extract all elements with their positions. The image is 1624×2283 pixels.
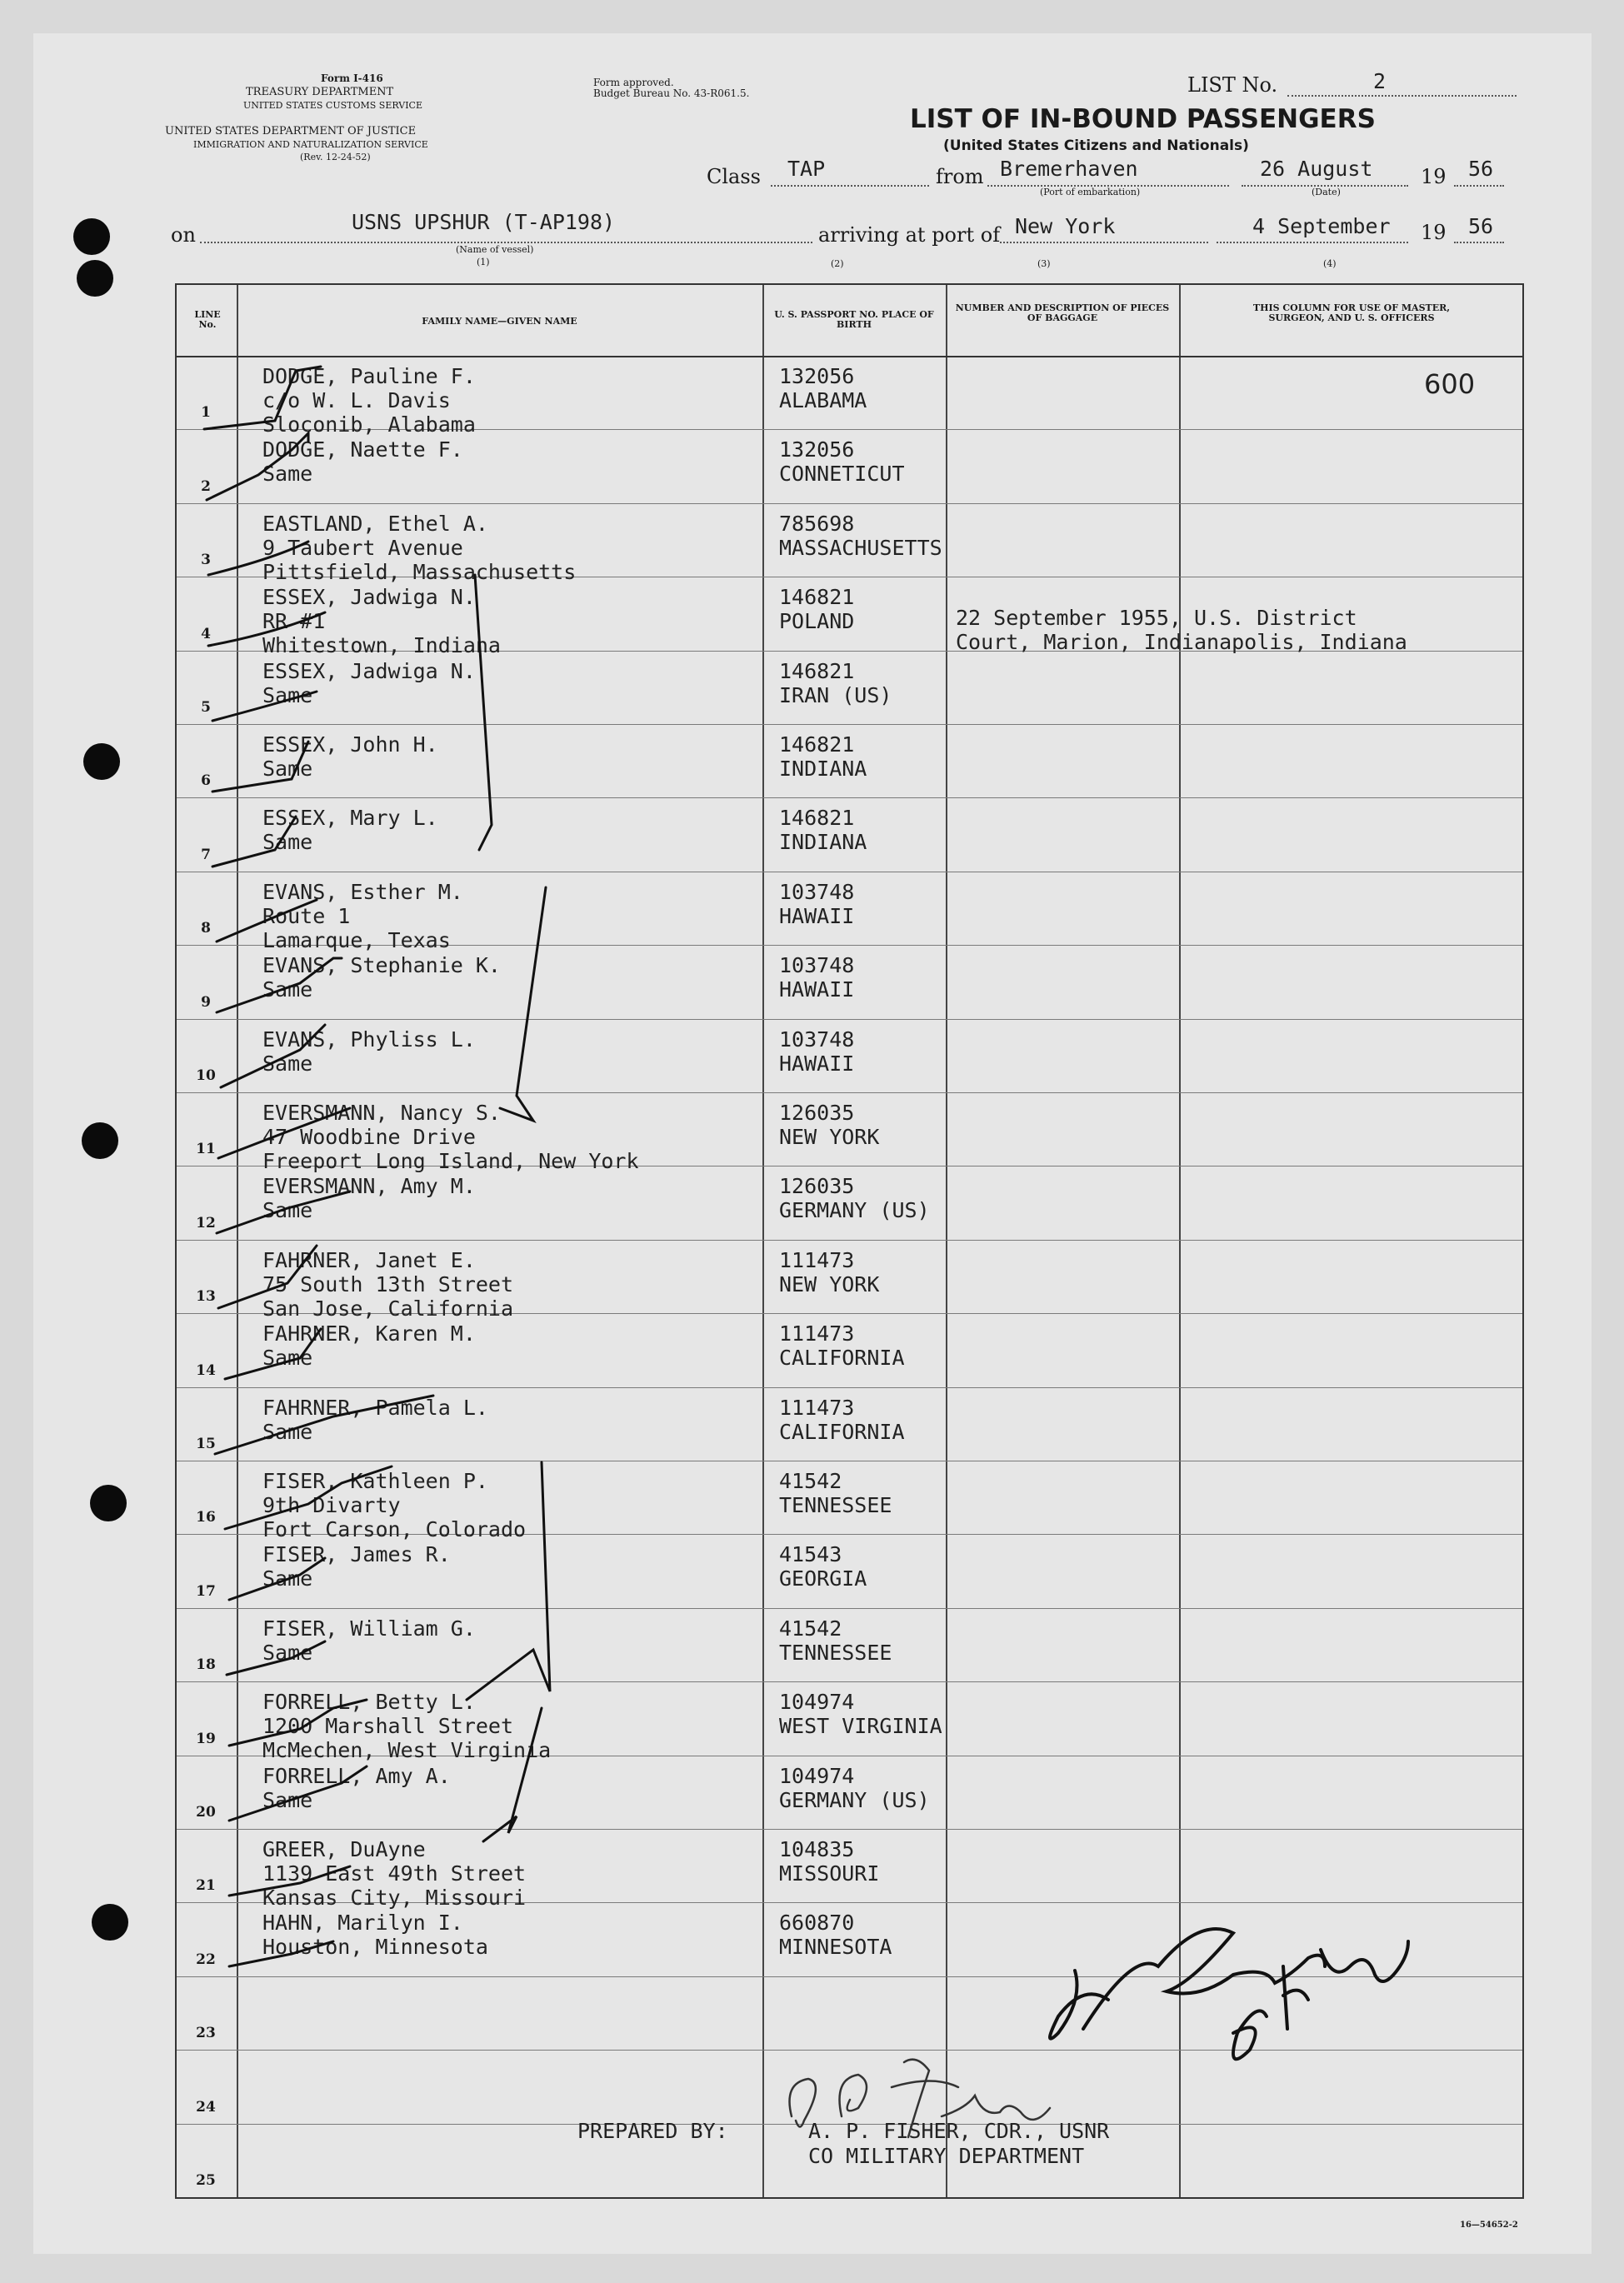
- row-divider: [177, 1387, 1522, 1388]
- line-number: 1: [201, 404, 211, 422]
- line-number: 24: [196, 2098, 216, 2116]
- passport-birthplace: 103748 HAWAII: [779, 1027, 855, 1076]
- passport-birthplace: 104835 MISSOURI: [779, 1837, 880, 1886]
- row-divider: [177, 503, 1522, 504]
- port-embarkation: Bremerhaven: [1000, 157, 1138, 181]
- list-no-value: 2: [1373, 69, 1387, 93]
- punch-hole: [90, 1485, 127, 1521]
- from-label: from: [936, 165, 984, 188]
- dept-customs: UNITED STATES CUSTOMS SERVICE: [243, 100, 422, 111]
- dept-immigration: IMMIGRATION AND NATURALIZATION SERVICE: [193, 139, 428, 150]
- passenger-name-address: FISER, William G. Same: [262, 1616, 476, 1665]
- line-number: 23: [196, 2025, 216, 2042]
- passenger-name-address: GREER, DuAyne 1139 East 49th Street Kansas City, Missouri: [262, 1837, 527, 1910]
- year-prefix: 19: [1421, 165, 1447, 188]
- passenger-name-address: FAHRNER, Janet E. 75 South 13th Street San Jose, California: [262, 1247, 514, 1321]
- line-number: 25: [196, 2172, 216, 2189]
- column-3-number: (3): [1037, 258, 1051, 269]
- passenger-name-address: HAHN, Marilyn I. Houston, Minnesota: [262, 1911, 488, 1960]
- passenger-name-address: EASTLAND, Ethel A. 9 Taubert Avenue Pittsfield, Massachusetts: [262, 511, 577, 584]
- line-number: 21: [196, 1877, 216, 1895]
- line-number: 8: [201, 920, 211, 937]
- passenger-name-address: EVERSMANN, Nancy S. 47 Woodbine Drive Freeport Long Island, New York: [262, 1101, 639, 1173]
- naturalization-note: 22 September 1955, U.S. District Court, Marion, Indianapolis, Indiana: [956, 606, 1407, 654]
- vessel-caption: (Name of vessel): [456, 244, 534, 255]
- dept-treasury: TREASURY DEPARTMENT: [246, 86, 394, 98]
- passport-birthplace: 146821 INDIANA: [779, 732, 867, 781]
- column-divider: [237, 285, 238, 2197]
- line-number: 4: [201, 625, 211, 642]
- passenger-name-address: FAHRNER, Karen M. Same: [262, 1321, 476, 1371]
- passenger-name-address: EVANS, Stephanie K. Same: [262, 953, 501, 1002]
- form-id: Form I-416: [321, 72, 383, 84]
- passenger-name-address: DODGE, Naette F. Same: [262, 437, 463, 487]
- vessel-name: USNS UPSHUR (T-AP198): [352, 210, 616, 234]
- passport-birthplace: 132056 ALABAMA: [779, 364, 867, 412]
- row-divider: [177, 1608, 1522, 1609]
- prepared-by-department: CO MILITARY DEPARTMENT: [808, 2144, 1085, 2168]
- passenger-name-address: FORRELL, Amy A. Same: [262, 1763, 451, 1812]
- row-divider: [177, 1092, 1522, 1093]
- arriving-label: arriving at port of: [818, 223, 1001, 247]
- passport-birthplace: 41543 GEORGIA: [779, 1542, 867, 1591]
- column-divider: [762, 285, 764, 2197]
- line-number: 3: [201, 552, 211, 569]
- row-divider: [177, 1829, 1522, 1830]
- passenger-name-address: DODGE, Pauline F. c/o W. L. Davis Sloconib, Alabama: [262, 364, 476, 437]
- arrival-port: New York: [1015, 214, 1116, 238]
- row-divider: [177, 1681, 1522, 1682]
- document-title: LIST OF IN-BOUND PASSENGERS: [910, 104, 1376, 134]
- row-divider: [177, 724, 1522, 725]
- column-divider: [946, 285, 947, 2197]
- column-header-passport: U. S. PASSPORT NO. PLACE OF BIRTH: [774, 309, 934, 330]
- column-2-number: (2): [831, 258, 844, 269]
- column-header-baggage: NUMBER AND DESCRIPTION OF PIECES OF BAGGAGE: [955, 302, 1170, 323]
- passenger-name-address: FAHRNER, Pamela L. Same: [262, 1395, 488, 1444]
- punch-hole: [82, 1122, 118, 1159]
- column-4-number: (4): [1323, 258, 1337, 269]
- passenger-name-address: EVANS, Esther M. Route 1 Lamarque, Texas: [262, 879, 463, 952]
- passenger-name-address: ESSEX, Mary L. Same: [262, 806, 438, 855]
- passport-birthplace: 104974 WEST VIRGINIA: [779, 1690, 942, 1739]
- on-label: on: [171, 223, 196, 247]
- line-number: 17: [196, 1582, 216, 1600]
- form-revision: (Rev. 12-24-52): [300, 152, 371, 162]
- port-embarkation-caption: (Port of embarkation): [1040, 187, 1141, 197]
- line-number: 14: [196, 1361, 216, 1379]
- dotted-line: [1454, 185, 1504, 187]
- document-subtitle: (United States Citizens and Nationals): [943, 137, 1249, 154]
- column-header-line: LINE No.: [194, 309, 221, 330]
- punch-hole: [77, 260, 113, 297]
- passenger-name-address: FORRELL, Betty L. 1200 Marshall Street McMechen, West Virginia: [262, 1690, 552, 1763]
- row-divider: [177, 1019, 1522, 1020]
- passport-birthplace: 146821 IRAN (US): [779, 658, 892, 707]
- line-number: 12: [196, 1214, 216, 1231]
- prepared-by-label: PREPARED BY:: [577, 2119, 728, 2143]
- line-number: 5: [201, 699, 211, 716]
- line-number: 22: [196, 1951, 216, 1968]
- dotted-line: [1000, 242, 1208, 243]
- passenger-table: [175, 283, 1524, 2199]
- year-prefix: 19: [1421, 221, 1447, 244]
- passport-birthplace: 146821 INDIANA: [779, 806, 867, 855]
- passport-birthplace: 785698 MASSACHUSETTS: [779, 511, 942, 560]
- line-number: 11: [196, 1141, 216, 1158]
- passport-birthplace: 146821 POLAND: [779, 585, 855, 634]
- line-number: 20: [196, 1804, 216, 1821]
- dotted-line: [1454, 242, 1504, 243]
- line-number: 16: [196, 1509, 216, 1526]
- list-no-label: LIST No.: [1187, 73, 1278, 97]
- passenger-name-address: EVERSMANN, Amy M. Same: [262, 1174, 476, 1223]
- column-header-officers: THIS COLUMN FOR USE OF MASTER, SURGEON, AND U. S. OFFICERS: [1252, 302, 1451, 323]
- passenger-name-address: FISER, Kathleen P. 9th Divarty Fort Carson, Colorado: [262, 1469, 527, 1541]
- arrival-year: 56: [1468, 214, 1494, 238]
- punch-hole: [73, 218, 110, 255]
- passport-birthplace: 660870 MINNESOTA: [779, 1911, 892, 1960]
- header-divider: [177, 356, 1522, 357]
- line-number: 7: [201, 846, 211, 863]
- date-caption: (Date): [1312, 187, 1341, 197]
- dept-justice: UNITED STATES DEPARTMENT OF JUSTICE: [165, 125, 417, 137]
- class-label: Class: [707, 165, 761, 188]
- dotted-line: [1217, 242, 1408, 243]
- budget-bureau: Budget Bureau No. 43-R061.5.: [593, 87, 750, 99]
- line-number: 6: [201, 772, 211, 790]
- column-divider: [1179, 285, 1181, 2197]
- passport-birthplace: 126035 GERMANY (US): [779, 1174, 930, 1223]
- passport-birthplace: 111473 CALIFORNIA: [779, 1321, 905, 1371]
- embark-date: 26 August: [1260, 157, 1373, 181]
- passport-birthplace: 111473 CALIFORNIA: [779, 1395, 905, 1444]
- passport-birthplace: 103748 HAWAII: [779, 953, 855, 1002]
- passenger-name-address: ESSEX, Jadwiga N. Same: [262, 658, 476, 707]
- line-number: 13: [196, 1288, 216, 1306]
- prepared-by-name: A. P. FISHER, CDR., USNR: [808, 2119, 1110, 2143]
- passenger-name-address: EVANS, Phyliss L. Same: [262, 1027, 476, 1076]
- arrival-date: 4 September: [1252, 214, 1391, 238]
- passenger-name-address: ESSEX, Jadwiga N. RR #1 Whitestown, Indiana: [262, 585, 501, 658]
- passport-birthplace: 41542 TENNESSEE: [779, 1469, 892, 1517]
- row-divider: [177, 1976, 1522, 1977]
- dotted-line: [1287, 95, 1517, 97]
- column-1-number: (1): [477, 257, 490, 267]
- punch-hole: [83, 743, 120, 780]
- dotted-line: [200, 242, 812, 243]
- line-number: 10: [196, 1067, 216, 1084]
- embark-year: 56: [1468, 157, 1494, 181]
- column-header-name: FAMILY NAME—GIVEN NAME: [422, 316, 577, 327]
- punch-hole: [92, 1904, 128, 1941]
- row-divider: [177, 2050, 1522, 2051]
- passenger-name-address: ESSEX, John H. Same: [262, 732, 438, 781]
- line-number: 2: [201, 477, 211, 495]
- row-divider: [177, 797, 1522, 798]
- line-number: 19: [196, 1730, 216, 1747]
- passenger-name-address: FISER, James R. Same: [262, 1542, 451, 1591]
- dotted-line: [771, 185, 929, 187]
- line-number: 9: [201, 993, 211, 1011]
- passport-birthplace: 104974 GERMANY (US): [779, 1763, 930, 1812]
- row-divider: [177, 1240, 1522, 1241]
- line-number: 18: [196, 1656, 216, 1674]
- form-approved: Form approved.: [593, 77, 674, 88]
- passport-birthplace: 132056 CONNETICUT: [779, 437, 905, 487]
- passport-birthplace: 41542 TENNESSEE: [779, 1616, 892, 1665]
- form-code: 16—54652-2: [1460, 2221, 1518, 2230]
- passport-birthplace: 126035 NEW YORK: [779, 1101, 880, 1149]
- class-value: TAP: [787, 157, 826, 181]
- officer-note: 600: [1424, 368, 1476, 400]
- passport-birthplace: 111473 NEW YORK: [779, 1247, 880, 1296]
- passport-birthplace: 103748 HAWAII: [779, 879, 855, 928]
- line-number: 15: [196, 1436, 216, 1452]
